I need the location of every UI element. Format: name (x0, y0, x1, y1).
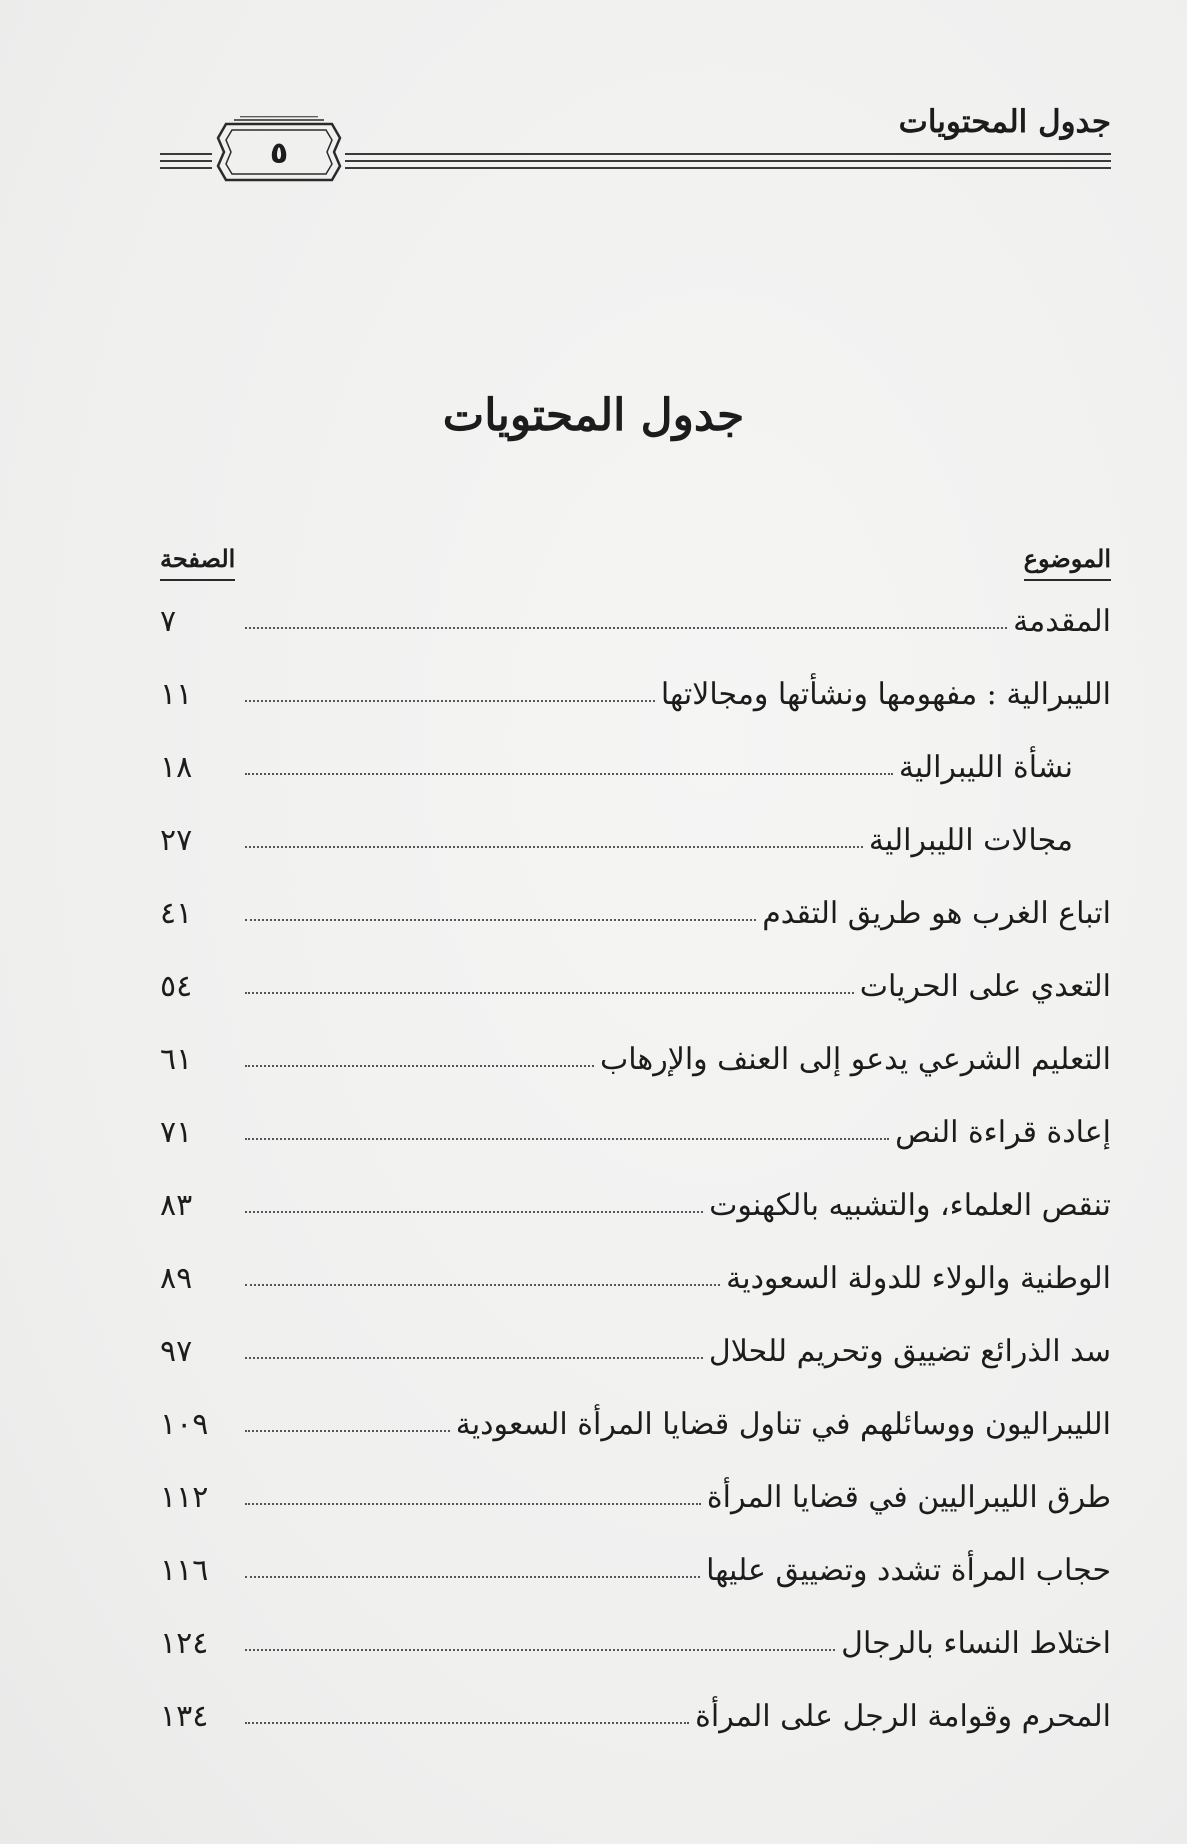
header-rule (160, 153, 212, 155)
dot-leader (245, 1429, 450, 1432)
toc-subentry (0, 746, 1187, 806)
dot-leader (245, 1502, 701, 1505)
dot-leader (245, 1064, 594, 1067)
toc-entry (0, 600, 1187, 660)
toc-entry-title: اختلاط النساء بالرجال (841, 1626, 1111, 1661)
toc-entry-title: المقدمة (1013, 604, 1111, 639)
toc-entry-title: تنقص العلماء، والتشبيه بالكهنوت (709, 1188, 1111, 1223)
toc-entry-title: الليبراليون ووسائلهم في تناول قضايا المرأة السعودية (455, 1407, 1111, 1442)
toc-entry (0, 1038, 1187, 1098)
toc-entry-title: الوطنية والولاء للدولة السعودية (726, 1261, 1111, 1296)
page-number-badge (212, 116, 346, 188)
dot-leader (245, 1210, 703, 1213)
toc-entry-page: ٦١ (160, 1042, 193, 1077)
toc-entry-page: ١٨ (160, 750, 193, 785)
page-number: ٥ (269, 136, 289, 171)
toc-entry (0, 1111, 1187, 1171)
toc-entry-page: ١١٢ (160, 1480, 209, 1515)
header-rule (345, 160, 1111, 162)
toc-entry-page: ٨٣ (160, 1188, 193, 1223)
dot-leader (245, 626, 1007, 629)
dot-leader (245, 772, 893, 775)
toc-entry-title: إعادة قراءة النص (895, 1115, 1111, 1150)
toc-entry (0, 673, 1187, 733)
toc-entry (0, 1330, 1187, 1390)
dot-leader (245, 1137, 889, 1140)
page-title: جدول المحتويات (442, 390, 745, 441)
toc-entry-page: ١٠٩ (160, 1407, 209, 1442)
dot-leader (245, 1283, 720, 1286)
dot-leader (245, 1575, 700, 1578)
header-rule (345, 153, 1111, 155)
toc-subentry (0, 819, 1187, 879)
toc-entry (0, 1695, 1187, 1755)
toc-entry-title: حجاب المرأة تشدد وتضييق عليها (706, 1553, 1111, 1588)
toc-entry (0, 1403, 1187, 1463)
toc-entry (0, 965, 1187, 1025)
dot-leader (245, 918, 756, 921)
toc-entry (0, 1549, 1187, 1609)
dot-leader (245, 1356, 703, 1359)
toc-entry-title: التعدي على الحريات (859, 969, 1111, 1004)
toc-entry-page: ٥٤ (160, 969, 193, 1004)
toc-entry-title: مجالات الليبرالية (868, 823, 1073, 858)
header-rule (160, 160, 212, 162)
header-rule (160, 167, 212, 169)
toc-entry-title: اتباع الغرب هو طريق التقدم (762, 896, 1111, 931)
column-header-topic: الموضوع (1024, 544, 1111, 581)
toc-entry-title: التعليم الشرعي يدعو إلى العنف والإرهاب (600, 1042, 1111, 1077)
column-header-page: الصفحة (160, 544, 235, 581)
toc-entry-page: ١١ (160, 677, 193, 712)
toc-entry-page: ٧ (160, 604, 177, 639)
dot-leader (245, 845, 863, 848)
toc-entry (0, 1476, 1187, 1536)
toc-entry-page: ٤١ (160, 896, 193, 931)
toc-entry-page: ٧١ (160, 1115, 193, 1150)
toc-entry-page: ١١٦ (160, 1553, 209, 1588)
toc-entry-page: ١٣٤ (160, 1699, 209, 1734)
toc-entry-page: ١٢٤ (160, 1626, 209, 1661)
toc-entry (0, 1622, 1187, 1682)
toc-entry-title: طرق الليبراليين في قضايا المرأة (706, 1480, 1111, 1515)
dot-leader (245, 699, 655, 702)
dot-leader (245, 1721, 689, 1724)
toc-entry (0, 1257, 1187, 1317)
toc-entry-title: المحرم وقوامة الرجل على المرأة (695, 1699, 1111, 1734)
toc-entry-title: سد الذرائع تضييق وتحريم للحلال (708, 1334, 1111, 1369)
toc-entry-page: ٩٧ (160, 1334, 193, 1369)
toc-entry-title: نشأة الليبرالية (898, 750, 1073, 785)
toc-entry-title: الليبرالية : مفهومها ونشأتها ومجالاتها (660, 677, 1111, 712)
dot-leader (245, 1648, 835, 1651)
toc-entry-page: ٨٩ (160, 1261, 193, 1296)
dot-leader (245, 991, 854, 994)
running-header-title: جدول المحتويات (898, 104, 1111, 140)
toc-entry (0, 892, 1187, 952)
toc-entry (0, 1184, 1187, 1244)
toc-entry-page: ٢٧ (160, 823, 193, 858)
header-rule (345, 167, 1111, 169)
